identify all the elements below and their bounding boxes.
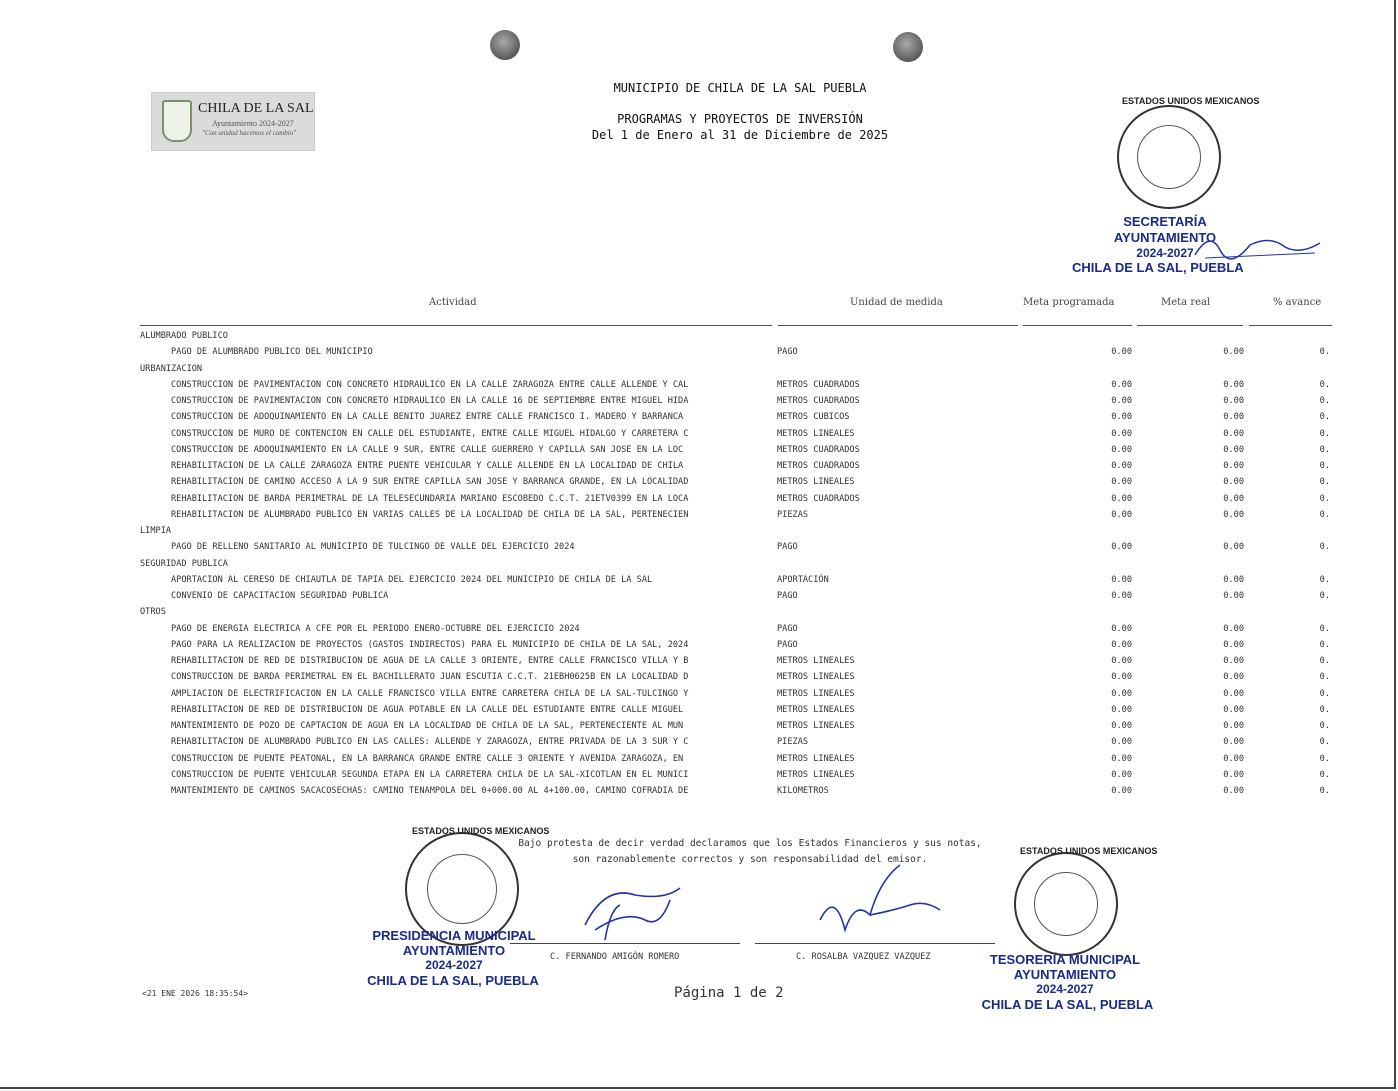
unit-cell: METROS LINEALES	[777, 477, 855, 488]
category-row	[0, 364, 1398, 380]
planned-cell: 0.00	[1111, 428, 1132, 439]
column-rule-real	[1137, 325, 1243, 326]
progress-cell: 0.	[1319, 428, 1330, 439]
table-row	[0, 656, 1398, 672]
real-cell: 0.00	[1223, 412, 1244, 423]
activity-cell: APORTACION AL CERESO DE CHIAUTLA DE TAPIA DEL EJERCICIO 2024 DEL MUNICIPIO DE CHILA DE LA SAL	[171, 574, 653, 585]
real-cell: 0.00	[1223, 509, 1244, 520]
planned-cell: 0.00	[1111, 721, 1132, 731]
stamp-left-line3: 2024-2027	[425, 958, 483, 972]
stamp-left-line2: AYUNTAMIENTO	[402, 943, 506, 958]
unit-cell: METROS CUBICOS	[777, 412, 850, 423]
logo-motto: "Con unidad hacemos el cambio"	[202, 129, 297, 137]
unit-cell: METROS CUADRADOS	[777, 379, 860, 390]
real-cell: 0.00	[1223, 753, 1244, 764]
table-row	[0, 461, 1398, 477]
table-row	[0, 705, 1398, 721]
stamp-right-line2: AYUNTAMIENTO	[1013, 967, 1117, 982]
planned-cell: 0.00	[1111, 412, 1132, 423]
planned-cell: 0.00	[1111, 623, 1132, 634]
table-row	[0, 510, 1398, 526]
activity-cell: CONSTRUCCIÓN DE PAVIMENTACIÓN CON CONCRETO HIDRÁULICO EN LA CALLE 16 DE SEPTIEMBRE ENTRE MIGUEL HIDA	[171, 396, 689, 406]
activity-cell: CONSTRUCCIÓN DE PUENTE PEATONAL, EN LA BARRANCA GRANDE ENTRE CALLE 3 ORIENTE Y AVENIDA ZARAGOZA, EN	[171, 753, 684, 764]
planned-cell: 0.00	[1111, 379, 1132, 390]
activity-cell: CONSTRUCCIÓN DE MURO DE CONTENCIÓN EN CALLE DEL ESTUDIANTE, ENTRE CALLE MIGUEL HIDALGO Y CARRETERA C	[171, 428, 689, 439]
column-rule-activity	[140, 325, 772, 326]
real-cell: 0.00	[1223, 721, 1244, 731]
real-cell: 0.00	[1223, 704, 1244, 715]
table-row	[0, 591, 1398, 607]
progress-cell: 0.	[1319, 477, 1330, 488]
table-row	[0, 672, 1398, 688]
activity-cell: REHABILITACIÓN DE ALUMBRADO PÚBLICO EN LAS CALLES: ALLENDE Y ZARAGOZA, ENTRE PRIVADA DE LA 3 SUR Y C	[171, 737, 689, 748]
logo-term: Ayuntamiento 2024-2027	[212, 119, 294, 128]
table-row	[0, 429, 1398, 445]
signature-name-right: C. ROSALBA VAZQUEZ VAZQUEZ	[796, 952, 931, 962]
progress-cell: 0.	[1319, 591, 1330, 601]
unit-cell: KILOMETROS	[777, 786, 829, 796]
unit-cell: METROS LINEALES	[777, 656, 855, 666]
planned-cell: 0.00	[1111, 639, 1132, 650]
real-cell: 0.00	[1223, 379, 1244, 390]
seal-text-top: ESTADOS UNIDOS MEXICANOS	[1122, 96, 1260, 106]
stamp-left-line4: CHILA DE LA SAL, PUEBLA	[367, 973, 539, 988]
activity-cell: CONSTRUCCIÓN DE BARDA PERIMETRAL EN EL BACHILLERATO JUAN ESCUTIA C.C.T. 21EBH0625B EN LA LOCALIDAD D	[171, 672, 689, 683]
table-row	[0, 412, 1398, 428]
planned-cell: 0.00	[1111, 672, 1132, 683]
category-label: ALUMBRADO PÚBLICO	[140, 331, 228, 341]
unit-cell: METROS CUADRADOS	[777, 396, 860, 406]
table-row	[0, 477, 1398, 493]
table-row	[0, 445, 1398, 461]
activity-cell: PAGO DE ENERGIA ELECTRICA A CFE POR EL PERIODO ENERO-OCTUBRE DEL EJERCICIO 2024	[171, 623, 580, 634]
planned-cell: 0.00	[1111, 574, 1132, 585]
signature-right-icon	[810, 860, 950, 945]
unit-cell: METROS LINEALES	[777, 704, 855, 715]
unit-cell: METROS LINEALES	[777, 753, 855, 764]
real-cell: 0.00	[1223, 672, 1244, 683]
unit-cell: APORTACIÓN	[777, 574, 829, 585]
unit-cell: PAGO	[777, 623, 798, 634]
declaration-line1: Bajo protesta de decir verdad declaramos que los Estados Financieros y sus notas,	[518, 838, 982, 849]
progress-cell: 0.	[1319, 786, 1330, 796]
planned-cell: 0.00	[1111, 493, 1132, 504]
activity-cell: CONSTRUCCIÓN DE PUENTE VEHICULAR SEGUNDA ETAPA EN LA CARRETERA CHILA DE LA SAL-XICOTLÁN EN EL MUNICI	[171, 769, 689, 780]
activity-cell: PAGO DE ALUMBRADO PUBLICO DEL MUNICIPIO	[171, 347, 373, 358]
signature-name-left: C. FERNANDO AMIGÓN ROMERO	[550, 952, 680, 962]
planned-cell: 0.00	[1111, 704, 1132, 715]
activity-cell: REHABILITACIÓN DE RED DE DISTRIBUCIÓN DE AGUA DE LA CALLE 3 ORIENTE, ENTRE CALLE FRANCISCO VILLA Y B	[171, 656, 689, 666]
planned-cell: 0.00	[1111, 396, 1132, 406]
column-rule-unit	[778, 325, 1018, 326]
activity-cell: MANTENIMIENTO DE POZO DE CAPTACIÓN DE AGUA EN LA LOCALIDAD DE CHILA DE LA SAL, PERTENECIENTE AL MUN	[171, 721, 684, 731]
table-row	[0, 396, 1398, 412]
column-header-unit: Unidad de medida	[850, 297, 943, 308]
activity-cell: CONVENIO DE CAPACITACION SEGURIDAD PUBLICA	[171, 591, 389, 601]
table-row	[0, 721, 1398, 737]
column-rule-planned	[1023, 325, 1132, 326]
table-row	[0, 494, 1398, 510]
header-title: PROGRAMAS Y PROYECTOS DE INVERSIÓN	[617, 112, 863, 126]
real-cell: 0.00	[1223, 591, 1244, 601]
real-cell: 0.00	[1223, 477, 1244, 488]
table-row	[0, 770, 1398, 786]
category-label: OTROS	[140, 607, 166, 618]
category-row	[0, 607, 1398, 623]
punch-hole-left	[490, 30, 520, 60]
progress-cell: 0.	[1319, 639, 1330, 650]
real-cell: 0.00	[1223, 347, 1244, 358]
real-cell: 0.00	[1223, 444, 1244, 455]
category-row	[0, 559, 1398, 575]
stamp-top-line2: AYUNTAMIENTO	[1113, 230, 1217, 245]
real-cell: 0.00	[1223, 542, 1244, 553]
real-cell: 0.00	[1223, 737, 1244, 748]
progress-cell: 0.	[1319, 574, 1330, 585]
progress-cell: 0.	[1319, 704, 1330, 715]
activity-cell: AMPLIACIÓN DE ELECTRIFICACIÓN EN LA CALLE FRANCISCO VILLA ENTRE CARRETERA CHILA DE LA SAL-TULCINGO Y	[171, 688, 689, 699]
unit-cell: PIEZAS	[777, 509, 809, 520]
signature-top-icon	[1190, 225, 1330, 265]
print-timestamp: <21 ENE 2026 18:35:54>	[142, 989, 248, 998]
activity-cell: REHABILITACIÓN DE CAMINO ACCESO A LA 9 SUR ENTRE CAPILLA SAN JOSÉ Y BARRANCA GRANDE, EN LA LOCALIDAD	[171, 477, 689, 488]
signature-line-left	[510, 943, 740, 944]
planned-cell: 0.00	[1111, 753, 1132, 764]
declaration-line2: son razonablemente correctos y son responsabilidad del emisor.	[572, 854, 928, 865]
unit-cell: PAGO	[777, 591, 798, 601]
progress-cell: 0.	[1319, 396, 1330, 406]
real-cell: 0.00	[1223, 396, 1244, 406]
stamp-right-line4: CHILA DE LA SAL, PUEBLA	[981, 997, 1154, 1012]
progress-cell: 0.	[1319, 493, 1330, 504]
progress-cell: 0.	[1319, 737, 1330, 748]
signature-left-icon	[575, 880, 695, 950]
punch-hole-right	[893, 32, 923, 62]
column-header-progress: % avance	[1273, 297, 1322, 308]
seal-icon	[1014, 852, 1118, 956]
planned-cell: 0.00	[1111, 461, 1132, 471]
stamp-left-line1: PRESIDENCIA MUNICIPAL	[372, 928, 536, 943]
table-row	[0, 786, 1398, 802]
progress-cell: 0.	[1319, 347, 1330, 358]
planned-cell: 0.00	[1111, 347, 1132, 358]
table-row	[0, 640, 1398, 656]
real-cell: 0.00	[1223, 623, 1244, 634]
table-row	[0, 542, 1398, 558]
unit-cell: PAGO	[777, 347, 798, 358]
stamp-top-line1: SECRETARÍA	[1123, 214, 1207, 229]
stamp-top-line3: 2024-2027	[1136, 246, 1194, 260]
activity-cell: MANTENIMIENTO DE CAMINOS SACACOSECHAS: CAMINO TENAMPOLA DEL 0+000.00 AL 4+100.00, CAMINO COFRADÍA DE	[171, 786, 689, 796]
real-cell: 0.00	[1223, 656, 1244, 666]
real-cell: 0.00	[1223, 493, 1244, 504]
planned-cell: 0.00	[1111, 769, 1132, 780]
progress-cell: 0.	[1319, 412, 1330, 423]
progress-cell: 0.	[1319, 753, 1330, 764]
stamp-top-line4: CHILA DE LA SAL, PUEBLA	[1072, 260, 1244, 275]
progress-cell: 0.	[1319, 623, 1330, 634]
stamp-right-line3: 2024-2027	[1036, 982, 1094, 996]
column-rule-progress	[1249, 325, 1332, 326]
activity-cell: REHABILITACIÓN DE LA CALLE ZARAGOZA ENTRE PUENTE VEHICULAR Y CALLE ALLENDE EN LA LOCALIDAD DE CHILA	[171, 461, 684, 471]
progress-cell: 0.	[1319, 721, 1330, 731]
real-cell: 0.00	[1223, 639, 1244, 650]
seal-text-left: ESTADOS UNIDOS MEXICANOS	[412, 826, 550, 836]
column-header-planned: Meta programada	[1023, 297, 1115, 308]
planned-cell: 0.00	[1111, 477, 1132, 488]
real-cell: 0.00	[1223, 769, 1244, 780]
unit-cell: METROS CUADRADOS	[777, 461, 860, 471]
progress-cell: 0.	[1319, 769, 1330, 780]
progress-cell: 0.	[1319, 672, 1330, 683]
unit-cell: METROS LINEALES	[777, 769, 855, 780]
signature-line-right	[755, 943, 995, 944]
activity-cell: REHABILITACIÓN DE RED DE DISTRIBUCIÓN DE AGUA POTABLE EN LA CALLE DEL ESTUDIANTE ENTRE CALLE MIGUEL	[171, 704, 684, 715]
header-period: Del 1 de Enero al 31 de Diciembre de 2025	[591, 128, 889, 142]
category-label: URBANIZACION	[140, 363, 203, 374]
planned-cell: 0.00	[1111, 688, 1132, 699]
column-header-activity: Actividad	[429, 297, 477, 308]
unit-cell: METROS LINEALES	[777, 721, 855, 731]
logo-name: CHILA DE LA SAL	[198, 101, 314, 116]
stamp-right-line1: TESORERÍA MUNICIPAL	[989, 952, 1141, 967]
real-cell: 0.00	[1223, 428, 1244, 439]
unit-cell: METROS CUADRADOS	[777, 444, 860, 455]
progress-cell: 0.	[1319, 379, 1330, 390]
planned-cell: 0.00	[1111, 591, 1132, 601]
planned-cell: 0.00	[1111, 656, 1132, 666]
planned-cell: 0.00	[1111, 786, 1132, 796]
planned-cell: 0.00	[1111, 444, 1132, 455]
table-row	[0, 624, 1398, 640]
table-row	[0, 689, 1398, 705]
activity-cell: PAGO PARA LA REALIZACION DE PROYECTOS (GASTOS INDIRECTOS) PARA EL MUNICIPIO DE CHILA DE LA SAL, 2024	[171, 639, 689, 650]
table-row	[0, 380, 1398, 396]
real-cell: 0.00	[1223, 574, 1244, 585]
planned-cell: 0.00	[1111, 509, 1132, 520]
activity-cell: CONSTRUCCIÓN DE ADOQUINAMIENTO EN LA CALLE BENITO JUÁREZ ENTRE CALLE FRANCISCO I. MADERO Y BARRANCA	[171, 412, 684, 423]
unit-cell: PAGO	[777, 542, 798, 553]
table-row	[0, 737, 1398, 753]
unit-cell: PIEZAS	[777, 737, 809, 748]
column-header-real: Meta real	[1161, 297, 1211, 308]
progress-cell: 0.	[1319, 461, 1330, 471]
real-cell: 0.00	[1223, 461, 1244, 471]
unit-cell: METROS LINEALES	[777, 688, 855, 699]
planned-cell: 0.00	[1111, 737, 1132, 748]
planned-cell: 0.00	[1111, 542, 1132, 553]
category-label: SEGURIDAD PÚBLICA	[140, 558, 228, 569]
progress-cell: 0.	[1319, 444, 1330, 455]
activity-cell: CONSTRUCCIÓN DE PAVIMENTACIÓN CON CONCRETO HIDRÁULICO EN LA CALLE ZARAGOZA ENTRE CALLE ALLENDE Y CAL	[171, 379, 689, 390]
unit-cell: METROS CUADRADOS	[777, 493, 860, 504]
progress-cell: 0.	[1319, 542, 1330, 553]
real-cell: 0.00	[1223, 688, 1244, 699]
progress-cell: 0.	[1319, 688, 1330, 699]
real-cell: 0.00	[1223, 786, 1244, 796]
shield-icon	[162, 100, 192, 142]
table-row	[0, 347, 1398, 363]
unit-cell: METROS LINEALES	[777, 428, 855, 439]
seal-icon	[1117, 105, 1221, 209]
category-label: LIMPIA	[140, 526, 172, 536]
table-row	[0, 754, 1398, 770]
category-row	[0, 331, 1398, 347]
activity-cell: CONSTRUCCIÓN DE ADOQUINAMIENTO EN LA CALLE 9 SUR, ENTRE CALLE GUERRERO Y CAPILLA SAN JOSÉ EN LA LOC	[171, 444, 684, 455]
seal-text-right: ESTADOS UNIDOS MEXICANOS	[1020, 846, 1158, 856]
header-municipality: MUNICIPIO DE CHILA DE LA SAL PUEBLA	[613, 81, 867, 95]
progress-cell: 0.	[1319, 509, 1330, 520]
table-row	[0, 575, 1398, 591]
page-number: Página 1 de 2	[674, 985, 784, 1001]
category-row	[0, 526, 1398, 542]
activity-cell: PAGO DE RELLENO SANITARIO AL MUNICIPIO DE TULCINGO DE VALLE DEL EJERCICIO 2024	[171, 542, 575, 553]
activity-cell: REHABILITACIÓN DE ALUMBRADO PÚBLICO EN VARIAS CALLES DE LA LOCALIDAD DE CHILA DE LA SAL, PERTENECIEN	[171, 509, 689, 520]
unit-cell: PAGO	[777, 639, 798, 650]
activity-cell: REHABILITACIÓN DE BARDA PERIMETRAL DE LA TELESECUNDARIA MARIANO ESCOBEDO C.C.T. 21ETV0399 EN LA LOCA	[171, 493, 689, 504]
progress-cell: 0.	[1319, 656, 1330, 666]
municipality-logo	[151, 92, 315, 151]
unit-cell: METROS LINEALES	[777, 672, 855, 683]
